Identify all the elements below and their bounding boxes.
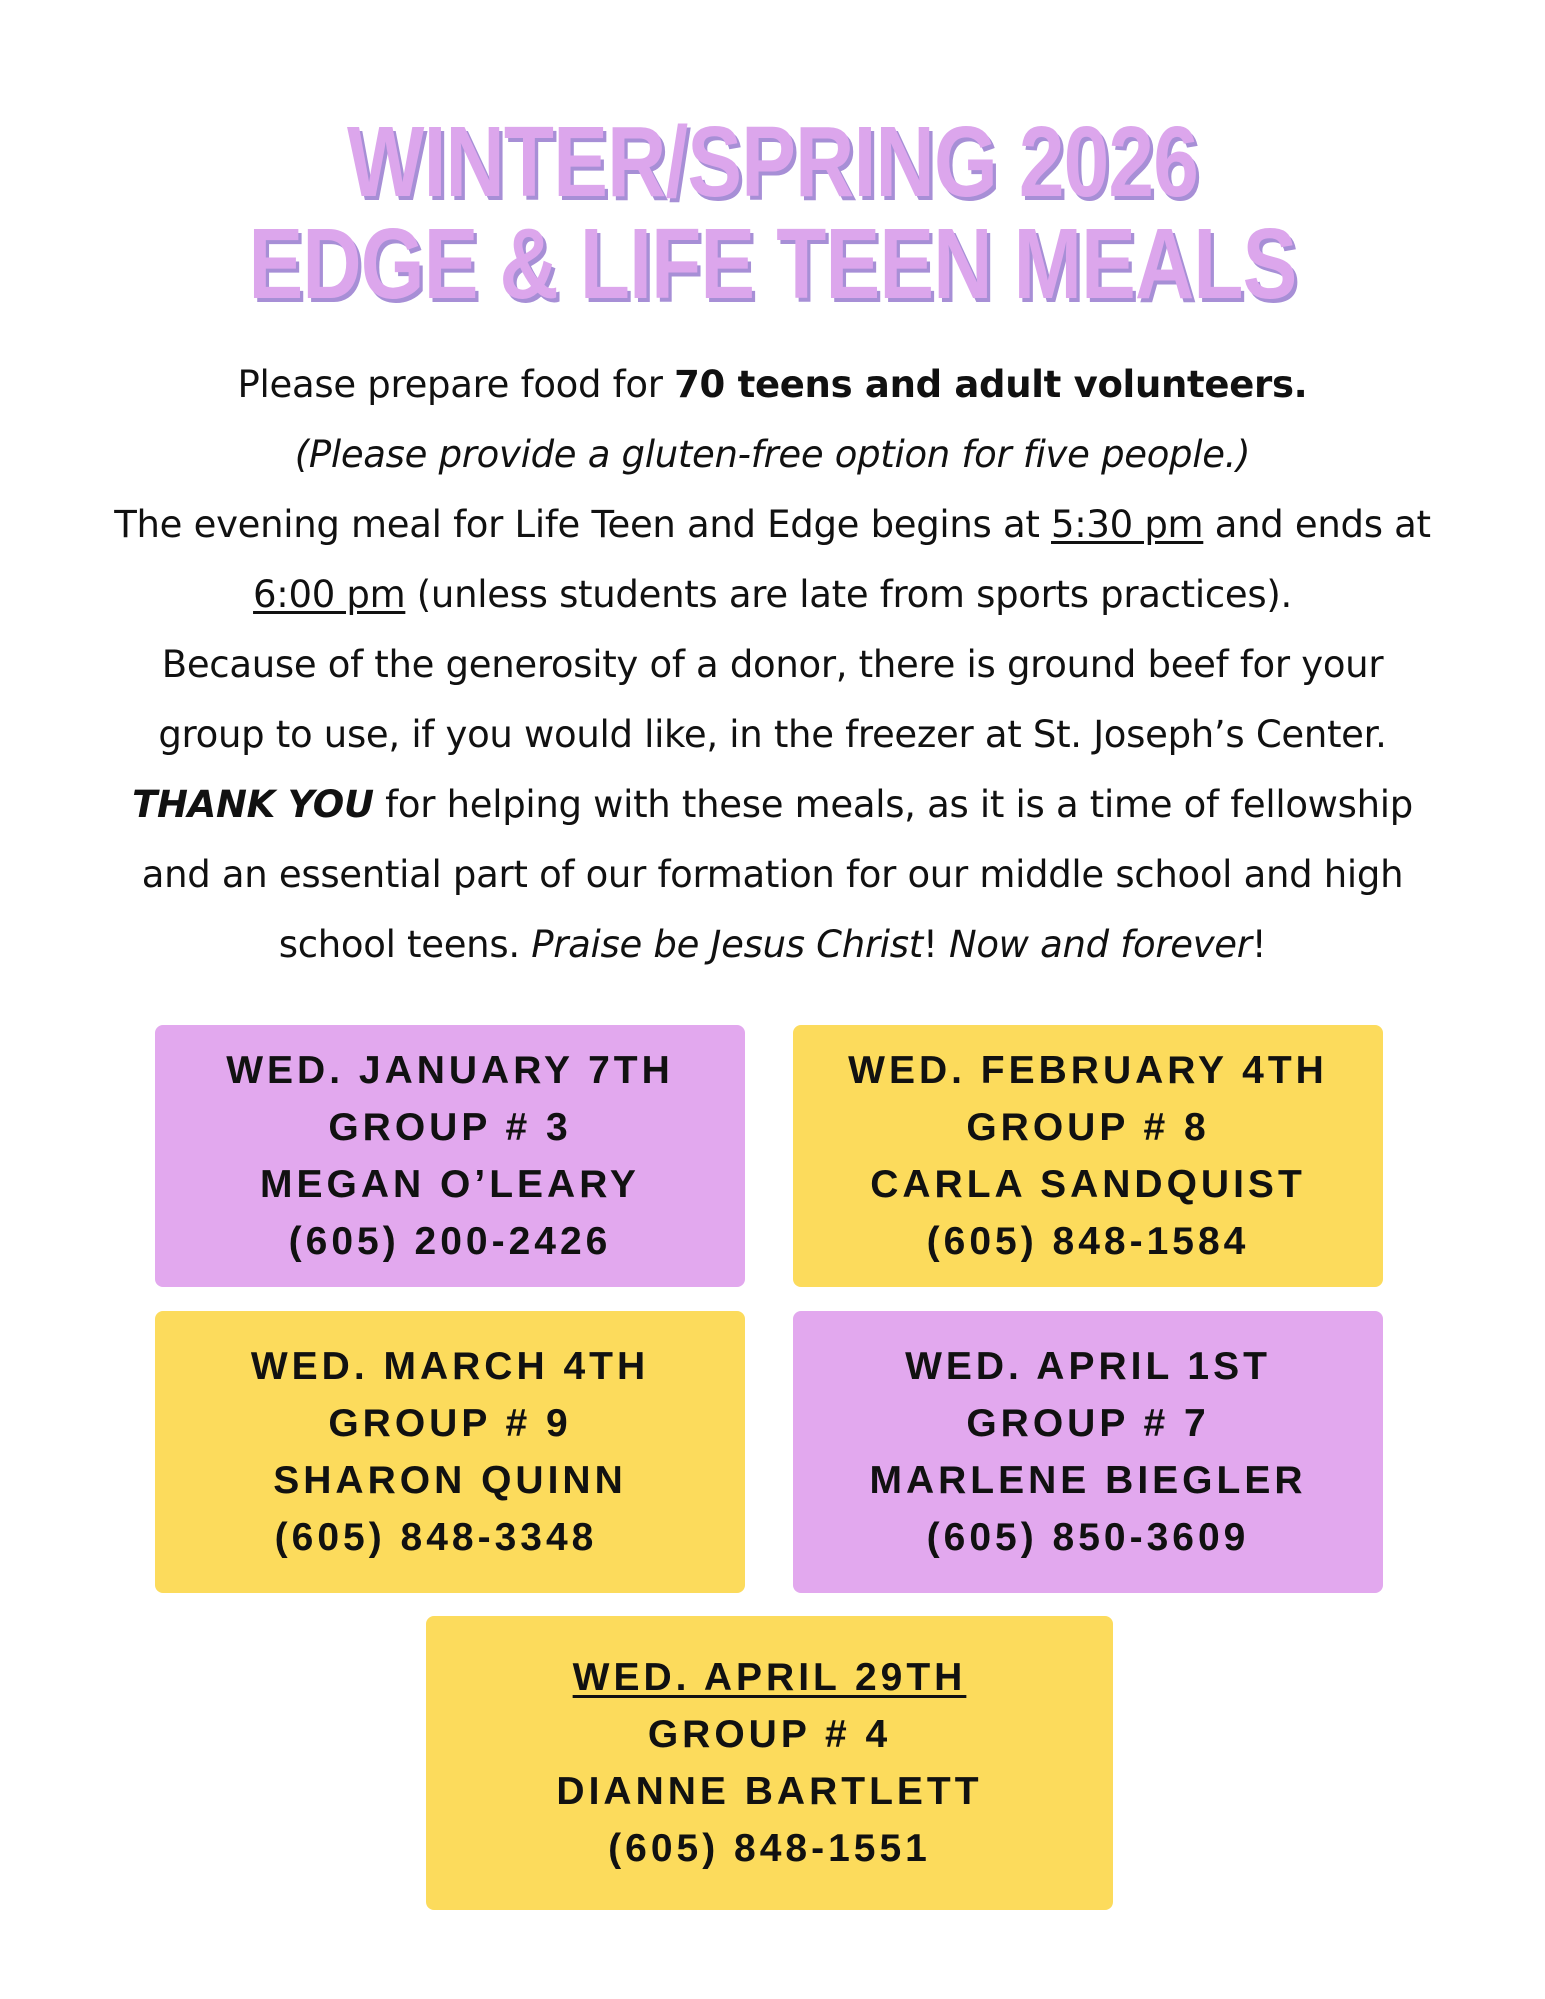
meal-group: GROUP # 8 xyxy=(966,1106,1210,1149)
meal-group: GROUP # 7 xyxy=(966,1402,1210,1445)
intro-schedule: The evening meal for Life Teen and Edge begins at 5:30 pm and ends at 6:00 pm (unless students are late from sports practices). xyxy=(114,503,1431,616)
intro-text xyxy=(110,350,1435,980)
meal-card-april-29 xyxy=(426,1616,1113,1910)
meal-contact-phone: (605) 200-2426 xyxy=(288,1220,612,1263)
meal-date: WED. APRIL 1ST xyxy=(905,1345,1271,1388)
meal-contact-name: DIANNE BARTLETT xyxy=(556,1770,983,1813)
meal-group: GROUP # 3 xyxy=(328,1106,572,1149)
start-time: 5:30 pm xyxy=(1051,503,1204,546)
title-line-1: WINTER/SPRING 2026 xyxy=(346,106,1199,218)
intro-headcount: Please prepare food for 70 teens and adult volunteers. xyxy=(237,363,1308,406)
meal-date: WED. JANUARY 7TH xyxy=(226,1049,674,1092)
meal-contact-phone: (605) 848-3348 xyxy=(274,1516,598,1559)
meal-card-february xyxy=(793,1025,1383,1287)
end-time: 6:00 pm xyxy=(253,573,406,616)
meal-card-april-1 xyxy=(793,1311,1383,1593)
meal-contact-name: MEGAN O’LEARY xyxy=(260,1163,640,1206)
meal-contact-phone: (605) 850-3609 xyxy=(926,1516,1250,1559)
meal-contact-phone: (605) 848-1584 xyxy=(926,1220,1250,1263)
meal-contact-name: SHARON QUINN xyxy=(273,1459,627,1502)
meal-group: GROUP # 9 xyxy=(328,1402,572,1445)
meal-date: WED. FEBRUARY 4TH xyxy=(848,1049,1328,1092)
meal-date: WED. APRIL 29TH xyxy=(572,1656,967,1699)
intro-gluten-note: (Please provide a gluten-free option for five people.) xyxy=(294,433,1251,476)
meal-date: WED. MARCH 4TH xyxy=(250,1345,650,1388)
intro-donor-note: Because of the generosity of a donor, there is ground beef for your group to use, if you would like, in the freezer at St. Joseph’s Center. xyxy=(158,643,1387,756)
thank-you-bold: THANK YOU xyxy=(132,783,374,826)
meal-group: GROUP # 4 xyxy=(647,1713,892,1756)
title-line-2: EDGE & LIFE TEEN MEALS xyxy=(248,208,1297,320)
meal-contact-name: CARLA SANDQUIST xyxy=(870,1163,1306,1206)
intro-thank-you: THANK YOU for helping with these meals, as it is a time of fellowship and an essential part of our formation for our middle school and high school teens. Praise be Jesus Christ! Now and forever! xyxy=(132,783,1413,966)
headcount-bold: 70 teens and adult volunteers. xyxy=(674,363,1308,406)
meal-card-march xyxy=(155,1311,745,1593)
meal-card-january xyxy=(155,1025,745,1287)
meal-contact-phone: (605) 848-1551 xyxy=(608,1827,931,1870)
meal-contact-name: MARLENE BIEGLER xyxy=(869,1459,1307,1502)
